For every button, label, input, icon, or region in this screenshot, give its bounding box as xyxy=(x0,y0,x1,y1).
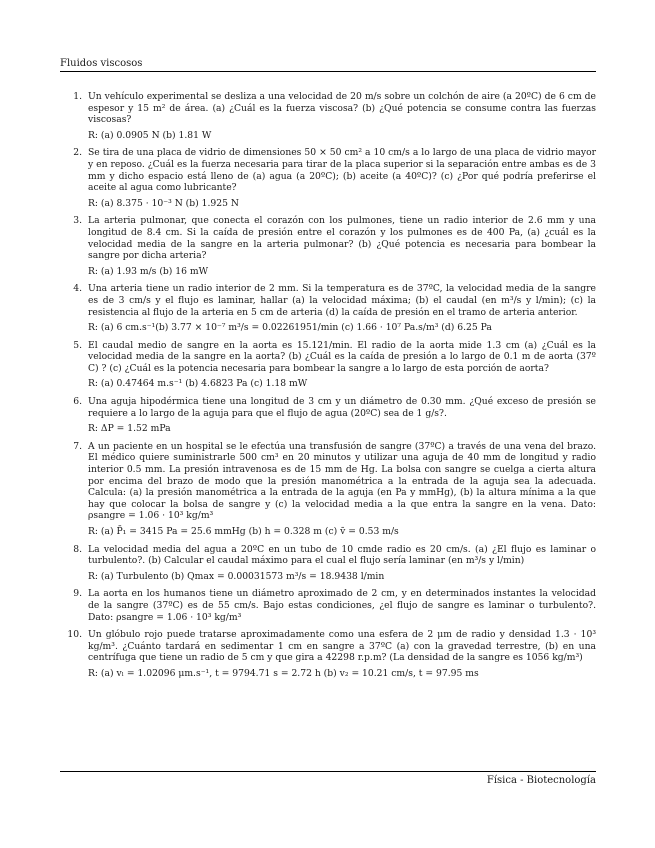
problem-4 xyxy=(60,283,596,333)
problem-9 xyxy=(60,588,596,623)
problem-number: 7. xyxy=(73,440,82,452)
problem-statement: Se tira de una placa de vidrio de dimensiones 50 × 50 cm² a 10 cm/s a lo largo de una placa de vidrio mayor y en reposo. ¿Cuál es la fuerza necesaria para tirar de la placa superior si la separación entre ambas es de 3 mm y dicho espacio está lleno de (a) agua (a 20ºC); (b) aceite (a 40ºC)? (c) ¿Por qué podría preferirse el aceite al agua como lubricante? xyxy=(88,147,596,194)
problem-number: 3. xyxy=(73,215,82,227)
problem-10 xyxy=(60,629,596,679)
footer-divider xyxy=(60,771,596,772)
problem-answer: R: (a) P̄₁ = 3415 Pa = 25.6 mmHg (b) h = 0.328 m (c) v̄ = 0.53 m/s xyxy=(88,526,399,537)
problem-statement: El caudal medio de sangre en la aorta es 15.121/min. El radio de la aorta mide 1.3 cm (a) ¿Cuál es la velocidad media de la sangre en la aorta? (b) ¿Cuál es la caída de presión a lo largo de 0.1 m de aorta (37º C) ? (c) ¿Cuál es la potencia necesaria para bombear la sangre a lo largo de esta porción de aorta? xyxy=(88,339,596,374)
problem-answer: R: (a) 8.375 · 10⁻³ N (b) 1.925 N xyxy=(88,197,239,209)
problem-answer: R: (a) 0.0905 N (b) 1.81 W xyxy=(88,129,212,141)
problem-number: 10. xyxy=(67,629,82,641)
problem-5 xyxy=(60,340,596,390)
problem-statement: La arteria pulmonar, que conecta el corazón con los pulmones, tiene un radio interior de 2.6 mm y una longitud de 8.4 cm. Si la caída de presión entre el corazón y los pulmones es de 400 Pa, (a) ¿cuál es la velocidad media de la sangre en la arteria pulmonar? (b) ¿Qué potencia es necesaria para bombear la sangre por dicha arteria? xyxy=(88,215,596,262)
problem-number: 6. xyxy=(73,396,82,408)
problem-answer: R: ΔP = 1.52 mPa xyxy=(88,423,171,435)
problem-statement: Un vehículo experimental se desliza a una velocidad de 20 m/s sobre un colchón de aire (a 20ºC) de 6 cm de espesor y 15 m² de área. (a) ¿Cuál es la fuerza viscosa? (b) ¿Qué potencia se consume contra las fuerzas viscosas? xyxy=(88,91,596,126)
problem-number: 2. xyxy=(73,147,82,159)
problem-statement: A un paciente en un hospital se le efectúa una transfusión de sangre (37ºC) a través de una vena del brazo. El médico quiere suministrarle 500 cm³ en 20 minutos y utilizar una aguja de 40 mm de longitud y radio interior 0.5 mm. La presión intravenosa es de 15 mm de Hg. La bolsa con sangre se cuelga a cierta altura por encima del brazo de modo que la presión manométrica a la entrada de la aguja sea la adecuada. Calcula: (a) la presión manométrica a la entrada de la aguja (en Pa y mmHg), (b) la altura mínima a la que hay que colocar la bolsa de sangre y (c) la velocidad media a la que entra la sangre en la vena. Dato: ρsangre = 1.06 · 10³ kg/m³ xyxy=(88,440,596,522)
problem-answer: R: (a) Turbulento (b) Qmax = 0.00031573 m³/s = 18.9438 l/min xyxy=(88,570,385,582)
problem-answer: R: (a) 6 cm.s⁻¹(b) 3.77 × 10⁻⁷ m³/s = 0.02261951/min (c) 1.66 · 10⁷ Pa.s/m³ (d) 6.25 Pa xyxy=(88,322,492,334)
problem-number: 8. xyxy=(73,543,82,555)
page-footer-text: Física - Biotecnología xyxy=(486,775,596,786)
problem-8 xyxy=(60,544,596,583)
problem-statement: Una aguja hipodérmica tiene una longitud de 3 cm y un diámetro de 0.30 mm. ¿Qué exceso de presión se requiere a lo largo de la aguja para que el flujo de agua (20ºC) sea de 1 g/s?. xyxy=(88,396,596,419)
problem-answer: R: (a) 1.93 m/s (b) 16 mW xyxy=(88,265,209,277)
problem-2 xyxy=(60,147,596,209)
problem-answer: R: (a) vₗ = 1.02096 μm.s⁻¹, t = 9794.71 s = 2.72 h (b) v₂ = 10.21 cm/s, t = 97.95 ms xyxy=(88,667,479,679)
problem-7 xyxy=(60,441,596,538)
problem-statement: La velocidad media del agua a 20ºC en un tubo de 10 cmde radio es 20 cm/s. (a) ¿El flujo es laminar o turbulento?. (b) Calcular el caudal máximo para el cual el flujo sería laminar (en m³/s y l/min) xyxy=(88,543,596,567)
problem-number: 9. xyxy=(73,588,82,600)
problem-6 xyxy=(60,396,596,435)
problem-number: 5. xyxy=(73,339,82,351)
page-header-title: Fluidos viscosos xyxy=(60,58,143,69)
problem-number: 1. xyxy=(73,91,82,102)
problem-3 xyxy=(60,215,596,277)
problem-number: 4. xyxy=(73,283,82,295)
header-divider xyxy=(60,71,596,72)
problem-1 xyxy=(60,91,596,141)
problem-statement: La aorta en los humanos tiene un diámetro aproximado de 2 cm, y en determinados instantes la velocidad de la sangre (37ºC) es de 55 cm/s. Bajo estas condiciones, ¿el flujo de sangre es laminar o turbulento?. Dato: ρsangre = 1.06 · 10³ kg/m³ xyxy=(88,588,596,623)
problem-list xyxy=(60,91,596,686)
problem-statement: Una arteria tiene un radio interior de 2 mm. Si la temperatura es de 37ºC, la velocidad media de la sangre es de 3 cm/s y el flujo es laminar, hallar (a) la velocidad máxima; (b) el caudal (en m³/s y l/min); (c) la resistencia al flujo de la arteria en 5 cm de arteria (d) la caída de presión en el tramo de arteria anterior. xyxy=(88,283,596,318)
problem-statement: Un glóbulo rojo puede tratarse aproximadamente como una esfera de 2 μm de radio y densidad 1.3 · 10³ kg/m³. ¿Cuánto tardará en sedimentar 1 cm en sangre a 37ºC (a) con la gravedad terrestre, (b) en una centrífuga que tiene un radio de 5 cm y que gira a 42298 r.p.m? (La densidad de la sangre es 1056 kg/m³) xyxy=(88,629,596,664)
problem-answer: R: (a) 0.47464 m.s⁻¹ (b) 4.6823 Pa (c) 1.18 mW xyxy=(88,378,308,390)
